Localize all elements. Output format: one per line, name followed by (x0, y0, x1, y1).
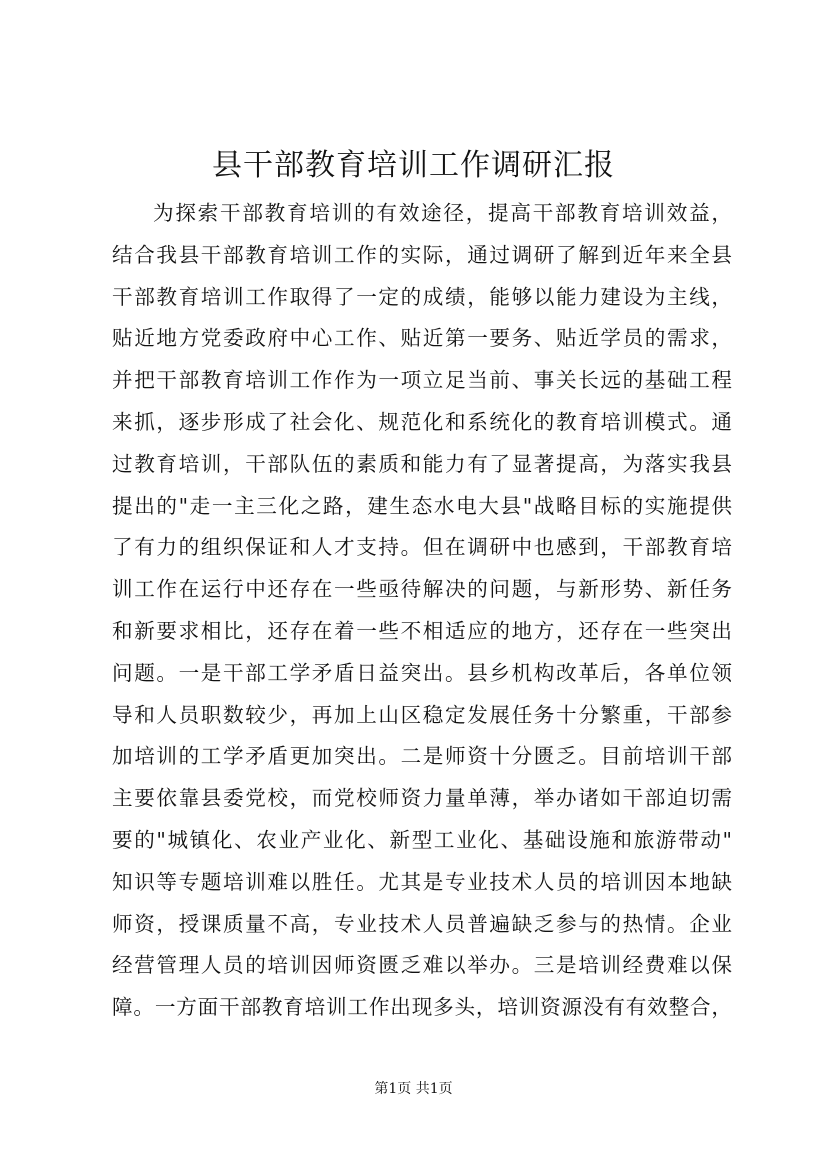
document-body (112, 193, 732, 1029)
page-number-footer: 第1页 共1页 (374, 1081, 453, 1097)
body-line: 来抓，逐步形成了社会化、规范化和系统化的教育培训模式。通 (112, 409, 732, 434)
body-line: 问题。一是干部工学矛盾日益突出。县乡机构改革后，各单位领 (112, 660, 732, 685)
body-line: 和新要求相比，还存在着一些不相适应的地方，还存在一些突出 (112, 618, 732, 643)
body-line: 提出的"走一主三化之路，建生态水电大县"战略目标的实施提供 (112, 493, 732, 518)
body-line: 障。一方面干部教育培训工作出现多头，培训资源没有有效整合， (112, 995, 732, 1020)
body-line: 主要依靠县委党校，而党校师资力量单薄，举办诸如干部迫切需 (112, 786, 732, 811)
body-line: 经营管理人员的培训因师资匮乏难以举办。三是培训经费难以保 (112, 953, 732, 978)
body-line: 贴近地方党委政府中心工作、贴近第一要务、贴近学员的需求， (112, 326, 732, 351)
body-line: 结合我县干部教育培训工作的实际，通过调研了解到近年来全县 (112, 242, 732, 267)
body-line: 训工作在运行中还存在一些亟待解决的问题，与新形势、新任务 (112, 577, 732, 602)
body-line: 导和人员职数较少，再加上山区稳定发展任务十分繁重，干部参 (112, 702, 732, 727)
body-line: 加培训的工学矛盾更加突出。二是师资十分匮乏。目前培训干部 (112, 744, 732, 769)
body-line: 了有力的组织保证和人才支持。但在调研中也感到，干部教育培 (112, 535, 732, 560)
body-line: 师资，授课质量不高，专业技术人员普遍缺乏参与的热情。企业 (112, 911, 732, 936)
body-line: 并把干部教育培训工作作为一项立足当前、事关长远的基础工程 (112, 368, 732, 393)
body-line: 知识等专题培训难以胜任。尤其是专业技术人员的培训因本地缺 (112, 869, 732, 894)
body-line: 要的"城镇化、农业产业化、新型工业化、基础设施和旅游带动" (112, 827, 732, 852)
body-line: 为探索干部教育培训的有效途径，提高干部教育培训效益， (153, 201, 732, 225)
document-title: 县干部教育培训工作调研汇报 (212, 148, 615, 183)
body-line: 干部教育培训工作取得了一定的成绩，能够以能力建设为主线， (112, 284, 732, 309)
body-line: 过教育培训，干部队伍的素质和能力有了显著提高，为落实我县 (112, 451, 732, 476)
